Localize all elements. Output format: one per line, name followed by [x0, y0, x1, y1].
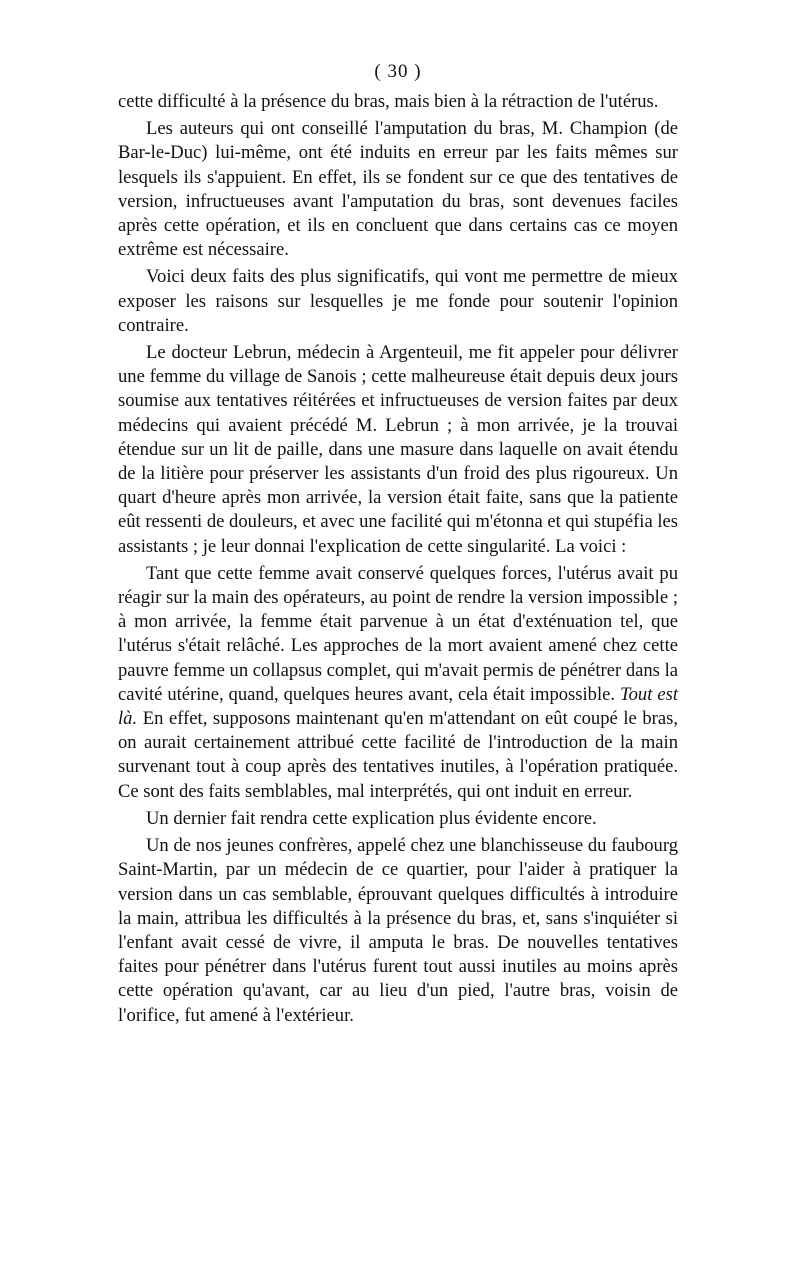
paragraph-5: [118, 562, 678, 804]
emphasis-text: Tout est là.: [118, 683, 678, 730]
paragraph-7: Un de nos jeunes confrères, appelé chez une blanchisseuse du faubourg Saint-Martin, par un médecin de ce quartier, pour l'aider à pratiquer la version dans un cas semblable, éprouvant quelques difficultés à introduire la main, attribua les difficultés à la présence du bras, et, sans s'inquiéter si l'enfant avait cessé de vivre, il amputa le bras. De nouvelles tentatives faites pour pénétrer dans l'utérus furent tout aussi inutiles au moins après cette opération qu'avant, car au lieu d'un pied, l'autre bras, voisin de l'orifice, fut amené à l'extérieur.: [118, 835, 678, 1026]
paragraph-5-text-after: En effet, supposons maintenant qu'en m'attendant on eût coupé le bras, on aurait certainement attribué cette facilité de l'introduction de la main survenant tout à coup après des tentatives inutiles, à l'opération pratiquée. Ce sont des faits semblables, mal interprétés, qui ont induit en erreur.: [118, 708, 678, 802]
paragraph-2: Les auteurs qui ont conseillé l'amputation du bras, M. Champion (de Bar-le-Duc) lui-même, ont été induits en erreur par les faits mêmes sur lesquels ils s'appuient. En effet, ils se fondent sur ce que des tentatives de version, infructueuses avant l'amputation du bras, sont devenues faciles après cette opération, et ils en concluent que dans certains cas ce moyen extrême est nécessaire.: [118, 118, 678, 261]
page-number: ( 30 ): [374, 61, 422, 82]
paragraph-6: Un dernier fait rendra cette explication plus évidente encore.: [146, 807, 597, 829]
document-page: [118, 0, 678, 1028]
paragraph-4: Le docteur Lebrun, médecin à Argenteuil, me fit appeler pour délivrer une femme du village de Sanois ; cette malheureuse était depuis deux jours soumise aux tentatives réitérées et infructueuses de version faites par deux médecins qui avaient précédé M. Lebrun ; à mon arrivée, je la trouvai étendue sur un lit de paille, dans une masure dans laquelle on avait étendu de la litière pour préserver les assistants d'un froid des plus rigoureux. Un quart d'heure après mon arrivée, la version était faite, sans que la patiente eût ressenti de douleurs, et avec une facilité qui m'étonna et qui stupéfia les assistants ; je leur donnai l'explication de cette singularité. La voici :: [118, 342, 678, 557]
paragraph-3: Voici deux faits des plus significatifs, qui vont me permettre de mieux exposer les raisons sur lesquelles je me fonde pour soutenir l'opinion contraire.: [118, 266, 678, 336]
paragraph-5-text-before: Tant que cette femme avait conservé quelques forces, l'utérus avait pu réagir sur la main des opérateurs, au point de rendre la version impossible ; à mon arrivée, la femme était parvenue à un état d'exténuation tel, que l'utérus s'était relâché. Les approches de la mort avaient amené chez cette pauvre femme un collapsus complet, qui m'avait permis de pénétrer dans la cavité utérine, quand, quelques heures avant, cela était impossible.: [118, 562, 678, 705]
paragraph-1: cette difficulté à la présence du bras, mais bien à la rétraction de l'utérus.: [118, 91, 659, 112]
